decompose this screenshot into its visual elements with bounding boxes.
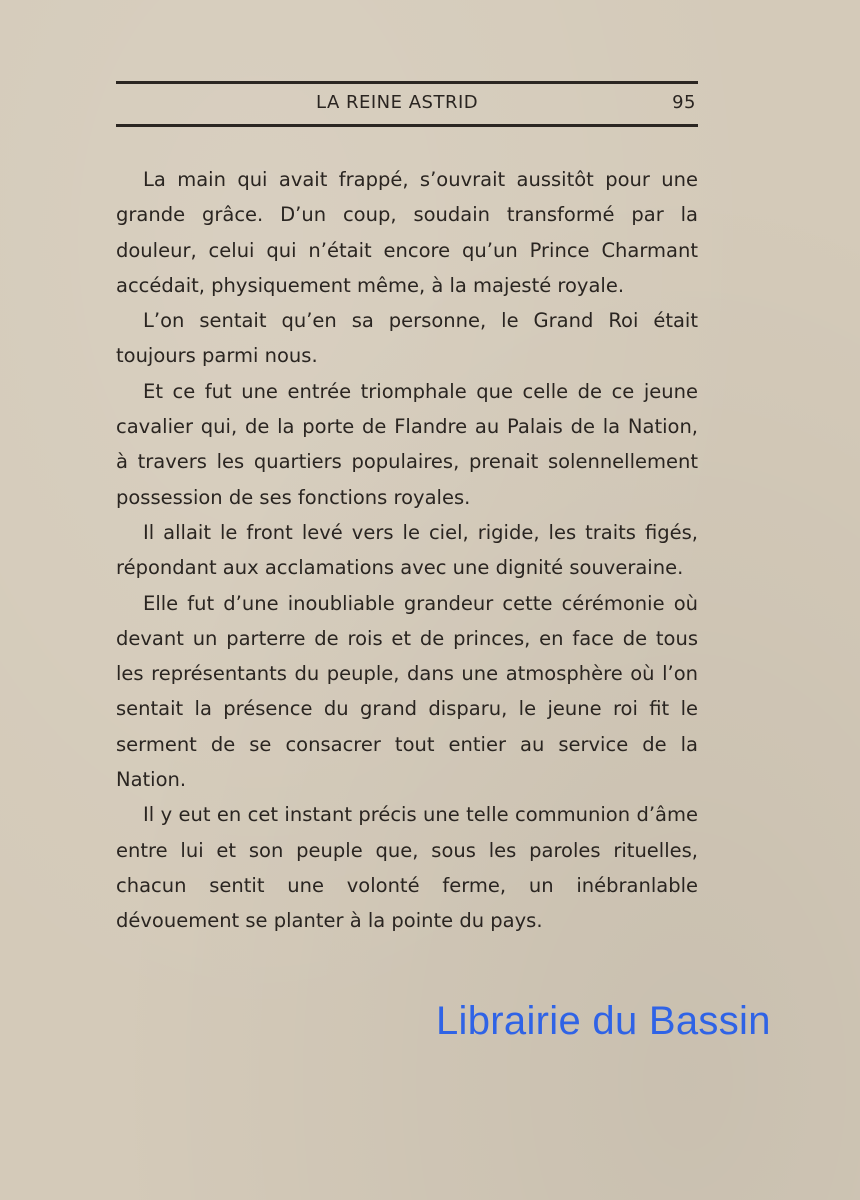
paragraph: Et ce fut une entrée triomphale que celle de ce jeune cavalier qui, de la porte de Flandre au Palais de la Nation, à travers les quartiers populaires, prenait solennellement possession de ses fonctions royales. (116, 379, 698, 509)
header-top-rule (116, 81, 698, 84)
running-title: LA REINE ASTRID (316, 92, 479, 113)
header-bottom-rule (116, 124, 698, 127)
paragraph: Elle fut d’une inoubliable grandeur cette cérémonie où devant un parterre de rois et de princes, en face de tous les représentants du peuple, dans une atmosphère où l’on sentait la présence du grand disparu, le jeune roi fit le serment de se consacrer tout entier au service de la Nation. (116, 591, 698, 792)
paragraph: Il y eut en cet instant précis une telle communion d’âme entre lui et son peuple que, sous les paroles rituelles, chacun sentit une volonté ferme, un inébranlable dévouement se planter à la pointe du pays. (116, 803, 698, 933)
seller-watermark: Librairie du Bassin (436, 999, 771, 1043)
paragraph: L’on sentait qu’en sa personne, le Grand Roi était toujours parmi nous. (116, 309, 698, 368)
running-header (116, 90, 698, 118)
page-number: 95 (672, 92, 696, 113)
paragraph: La main qui avait frappé, s’ouvrait aussitôt pour une grande grâce. D’un coup, soudain transformé par la douleur, celui qui n’était encore qu’un Prince Charmant accédait, physiquement même, à la majesté royale. (116, 168, 698, 297)
paragraph: Il allait le front levé vers le ciel, rigide, les traits figés, répondant aux acclamations avec une dignité souveraine. (116, 520, 698, 580)
body-text (116, 162, 698, 939)
